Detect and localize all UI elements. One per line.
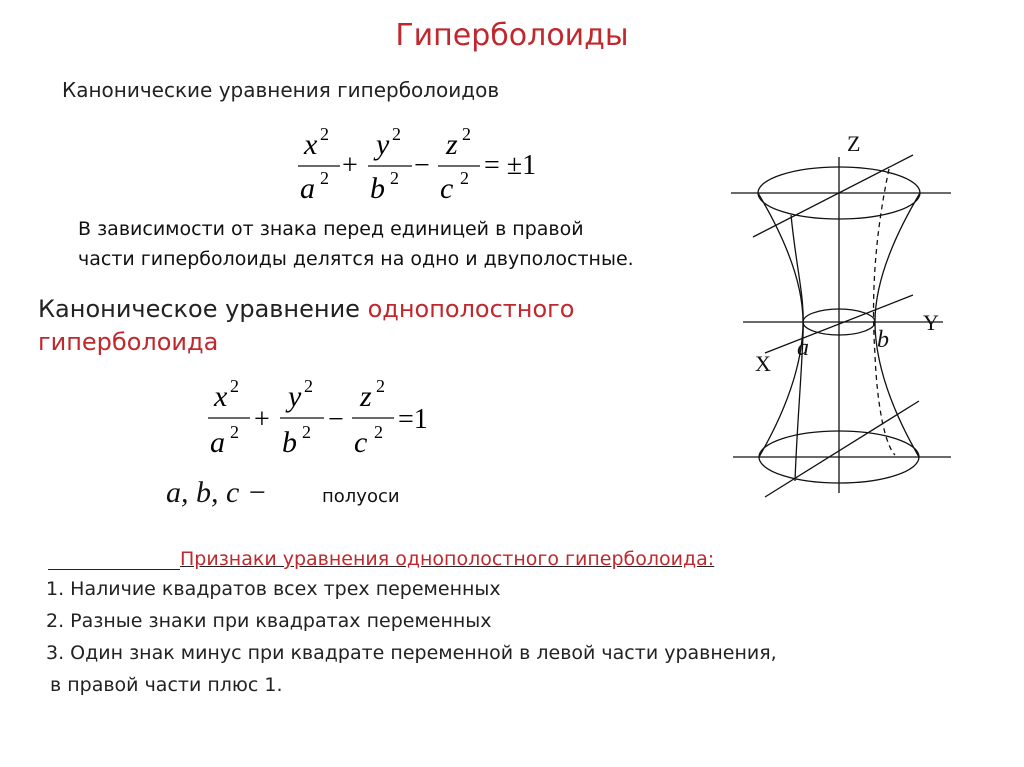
- equation-one-sheet: [200, 370, 470, 465]
- axis-x-label: X: [755, 351, 771, 376]
- eq2-den-a: a: [210, 426, 225, 459]
- eq1-den-b: b: [370, 172, 385, 205]
- eq1-den-a-exp: 2: [320, 168, 329, 188]
- explanation-line-1: В зависимости от знака перед единицей в правой: [78, 218, 584, 240]
- hyperboloid-figure: [725, 125, 995, 515]
- eq2-den-b: b: [282, 426, 297, 459]
- signs-title: [48, 548, 714, 570]
- eq2-den-b-exp: 2: [302, 422, 311, 442]
- subtitle: Канонические уравнения гиперболоидов: [62, 78, 500, 102]
- semiaxis-a-label: a: [797, 335, 809, 361]
- left-hyperbola: [758, 193, 803, 457]
- explanation-line-2: части гиперболоиды делятся на одно и двуполостные.: [78, 248, 634, 270]
- eq1-den-b-exp: 2: [390, 168, 399, 188]
- eq1-rhs: = ±1: [484, 150, 537, 181]
- eq2-den-c-exp: 2: [374, 422, 383, 442]
- right-hyperbola: [875, 193, 920, 457]
- signs-title-rule: [48, 551, 180, 570]
- section-heading-prefix: Каноническое уравнение: [38, 295, 368, 323]
- eq2-den-c: c: [354, 426, 368, 459]
- eq1-op-plus: +: [342, 150, 358, 181]
- eq2-num-x-exp: 2: [230, 376, 239, 396]
- section-heading-line2: гиперболоида: [38, 328, 219, 356]
- equation-general: [290, 118, 560, 208]
- eq1-num-y: y: [376, 128, 390, 161]
- signs-item-1: 1. Наличие квадратов всех трех переменных: [46, 578, 501, 600]
- eq2-num-x: x: [214, 380, 228, 413]
- eq1-num-x: x: [304, 128, 318, 161]
- eq2-num-y-exp: 2: [304, 376, 313, 396]
- eq2-num-z-exp: 2: [376, 376, 385, 396]
- axis-y-label: Y: [923, 310, 939, 335]
- eq2-op-plus: +: [254, 404, 270, 435]
- semiaxis-b-label: b: [877, 327, 889, 353]
- eq2-rhs: =1: [398, 404, 428, 435]
- axis-z-label: Z: [847, 131, 861, 156]
- eq1-num-z-exp: 2: [462, 124, 471, 144]
- explanation-paragraph: [78, 214, 634, 274]
- section-heading: [38, 290, 574, 328]
- eq1-den-a: a: [300, 172, 315, 205]
- ruling-dashed: [874, 169, 895, 455]
- eq2-op-minus: −: [328, 404, 344, 435]
- eq2-num-y: y: [288, 380, 302, 413]
- signs-title-text: Признаки уравнения однополостного гиперболоида:: [180, 548, 715, 570]
- semiaxes-label: полуоси: [322, 486, 400, 507]
- signs-item-2: 2. Разные знаки при квадратах переменных: [46, 610, 492, 632]
- eq1-den-c: c: [440, 172, 454, 205]
- eq1-den-c-exp: 2: [460, 168, 469, 188]
- eq1-num-z: z: [446, 128, 458, 161]
- signs-item-3-cont: в правой части плюс 1.: [50, 674, 283, 696]
- eq1-num-y-exp: 2: [392, 124, 401, 144]
- eq1-num-x-exp: 2: [320, 124, 329, 144]
- signs-item-3: 3. Один знак минус при квадрате переменной в левой части уравнения,: [46, 642, 777, 664]
- section-heading-highlight: однополостного: [367, 295, 575, 323]
- page-title: Гиперболоиды: [395, 18, 629, 53]
- semiaxes-symbols: a, b, c −: [166, 476, 268, 509]
- eq1-op-minus: −: [414, 150, 430, 181]
- eq2-num-z: z: [360, 380, 372, 413]
- eq2-den-a-exp: 2: [230, 422, 239, 442]
